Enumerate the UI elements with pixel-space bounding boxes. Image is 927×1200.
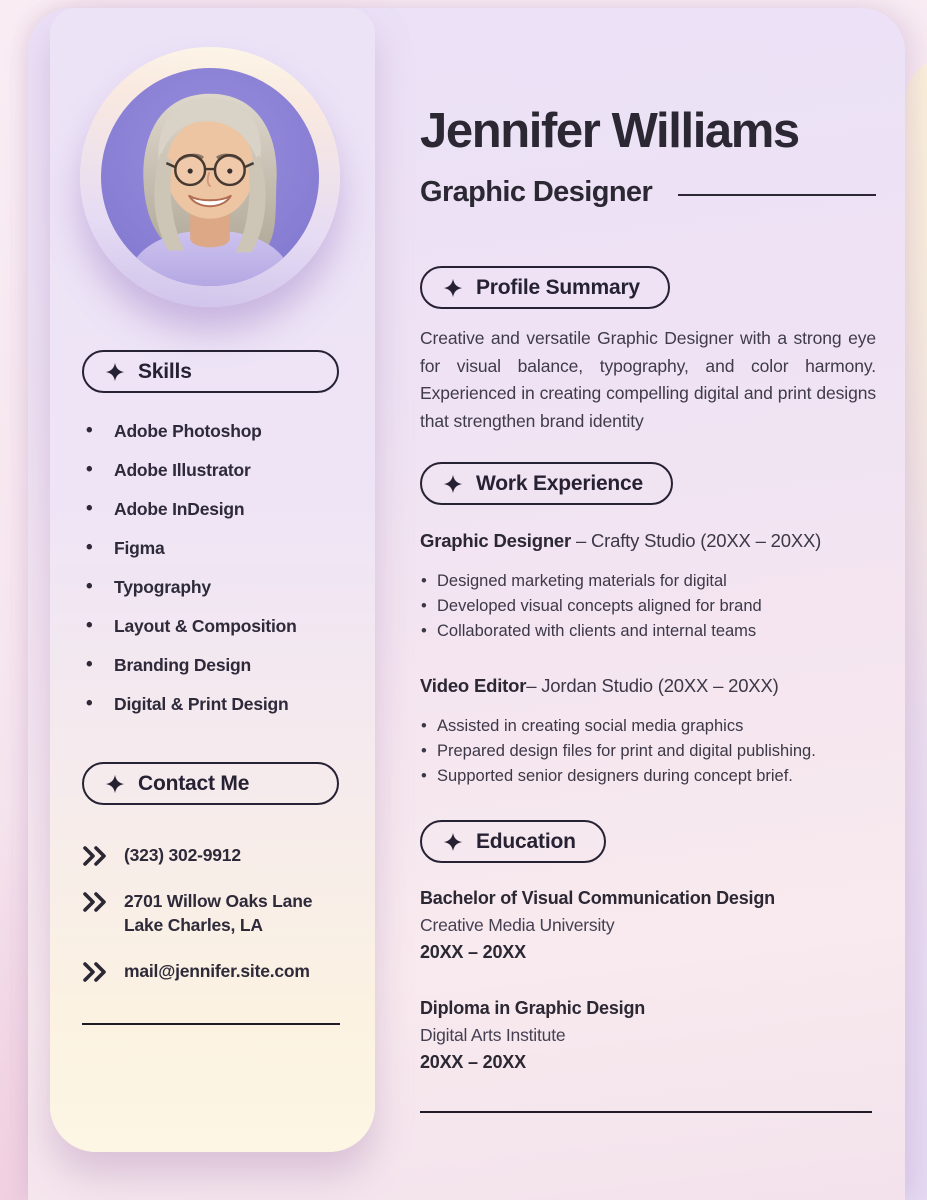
work-experience-section-header [420,462,673,505]
job-bullet: • Designed marketing materials for digital [420,569,876,594]
address-line-2: Lake Charles, LA [124,915,263,935]
job-role: Video Editor [420,675,527,696]
sparkle-icon [443,474,463,494]
skills-heading: Skills [138,360,192,383]
education-years: 20XX – 20XX [420,1052,526,1072]
skills-list [84,412,297,724]
job-bullet-list [420,714,876,789]
double-chevron-icon [82,892,108,912]
sparkle-icon [443,832,463,852]
contact-heading: Contact Me [138,772,250,795]
double-chevron-icon [82,962,108,982]
contact-section-header [82,762,339,805]
sidebar-divider-line [82,1023,340,1025]
contact-address [82,889,352,937]
job-role: Graphic Designer [420,530,572,551]
job-bullet: • Prepared design files for print and digital publishing. [420,739,876,764]
background-page-edge [905,56,927,1200]
skill-item: • Branding Design [84,646,297,685]
job-company: – Crafty Studio (20XX – 20XX) [571,530,822,551]
work-experience-heading: Work Experience [476,472,644,495]
job-bullet-list [420,569,876,644]
job-bullet: • Developed visual concepts aligned for brand [420,594,876,619]
education-school: Creative Media University [420,915,615,935]
contact-list [82,843,352,1005]
profile-summary-section-header [420,266,670,309]
skill-item: • Adobe Illustrator [84,451,297,490]
education-section-header [420,820,606,863]
education-degree: Bachelor of Visual Communication Design [420,888,775,908]
address-line-1: 2701 Willow Oaks Lane [124,891,313,911]
profile-summary-text: Creative and versatile Graphic Designer with a strong eye for visual balance, typography, and color harmony. Experienced in creating compelling digital and print designs that strengthen brand identity [420,328,876,431]
job-entry-title [420,673,876,699]
skill-item: • Typography [84,568,297,607]
sparkle-icon [105,362,125,382]
double-chevron-icon [82,846,108,866]
main-column [420,0,876,1200]
sparkle-icon [443,278,463,298]
skill-item: • Digital & Print Design [84,685,297,724]
education-entry [420,885,876,966]
skill-item: • Adobe InDesign [84,490,297,529]
job-company: – Jordan Studio (20XX – 20XX) [526,675,779,696]
profile-photo [101,68,319,286]
job-bullet: • Collaborated with clients and internal teams [420,619,876,644]
profile-summary-heading: Profile Summary [476,276,640,299]
skills-section-header [82,350,339,393]
job-entry [420,528,876,644]
skill-item: • Layout & Composition [84,607,297,646]
contact-email[interactable] [82,959,352,983]
job-entry-title [420,528,876,554]
profile-photo-frame [80,47,340,307]
skill-item: • Adobe Photoshop [84,412,297,451]
contact-phone[interactable] [82,843,352,867]
job-bullet: • Assisted in creating social media graphics [420,714,876,739]
title-divider-line [678,194,876,196]
main-divider-line [420,1111,872,1113]
email-address: mail@jennifer.site.com [124,961,310,981]
education-entry [420,995,876,1076]
education-degree: Diploma in Graphic Design [420,998,646,1018]
sparkle-icon [105,774,125,794]
job-bullet: • Supported senior designers during concept brief. [420,764,876,789]
sidebar [50,8,375,1152]
page-title: Jennifer Williams [420,104,799,158]
education-heading: Education [476,830,576,853]
job-title-row [420,176,876,209]
job-title: Graphic Designer [420,176,653,208]
job-entry [420,673,876,789]
education-years: 20XX – 20XX [420,942,526,962]
education-school: Digital Arts Institute [420,1025,566,1045]
profile-portrait-illustration [101,68,319,286]
phone-number: (323) 302-9912 [124,845,241,865]
skill-item: • Figma [84,529,297,568]
